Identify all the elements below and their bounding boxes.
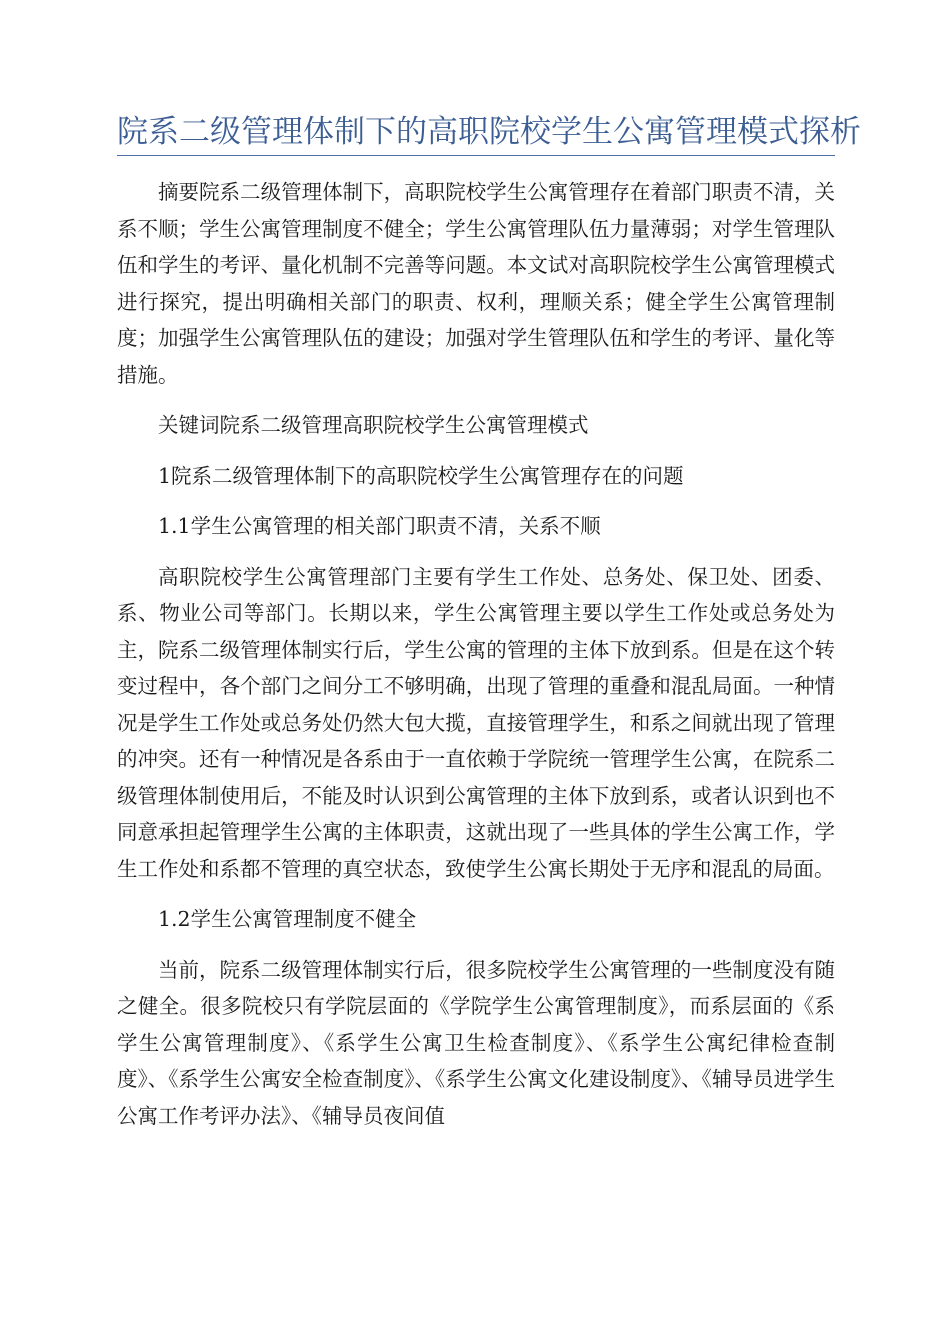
title-underline xyxy=(117,155,835,156)
section-1-1-paragraph: 高职院校学生公寓管理部门主要有学生工作处、总务处、保卫处、团委、系、物业公司等部门。长期以来，学生公寓管理主要以学生工作处或总务处为主，院系二级管理体制实行后，学生公寓的管理的主体下放到系。但是在这个转变过程中，各个部门之间分工不够明确，出现了管理的重叠和混乱局面。一种情况是学生工作处或总务处仍然大包大揽，直接管理学生，和系之间就出现了管理的冲突。还有一种情况是各系由于一直依赖于学院统一管理学生公寓，在院系二级管理体制使用后，不能及时认识到公寓管理的主体下放到系，或者认识到也不同意承担起管理学生公寓的主体职责，这就出现了一些具体的学生公寓工作，学生工作处和系都不管理的真空状态，致使学生公寓长期处于无序和混乱的局面。 xyxy=(117,564,835,881)
section-1-2-paragraph: 当前，院系二级管理体制实行后，很多院校学生公寓管理的一些制度没有随之健全。很多院校只有学院层面的《学院学生公寓管理制度》，而系层面的《系学生公寓管理制度》、《系学生公寓卫生检查制度》、《系学生公寓纪律检查制度》、《系学生公寓安全检查制度》、《系学生公寓文化建设制度》、《辅导员进学生公寓工作考评办法》、《辅导员夜间值 xyxy=(117,957,835,1128)
abstract-paragraph: 摘要院系二级管理体制下，高职院校学生公寓管理存在着部门职责不清，关系不顺；学生公寓管理制度不健全；学生公寓管理队伍力量薄弱；对学生管理队伍和学生的考评、量化机制不完善等问题。本文试对高职院校学生公寓管理模式进行探究，提出明确相关部门的职责、权利，理顺关系；健全学生公寓管理制度；加强学生公寓管理队伍的建设；加强对学生管理队伍和学生的考评、量化等措施。 xyxy=(117,180,835,387)
section-1-heading: 1院系二级管理体制下的高职院校学生公寓管理存在的问题 xyxy=(158,463,684,488)
document-title: 院系二级管理体制下的高职院校学生公寓管理模式探析 xyxy=(117,114,861,150)
keywords-line: 关键词院系二级管理高职院校学生公寓管理模式 xyxy=(158,413,589,437)
document-body xyxy=(117,174,835,1134)
section-1-1-heading: 1.1学生公寓管理的相关部门职责不清，关系不顺 xyxy=(158,514,601,538)
section-1-2-heading: 1.2学生公寓管理制度不健全 xyxy=(158,907,417,931)
